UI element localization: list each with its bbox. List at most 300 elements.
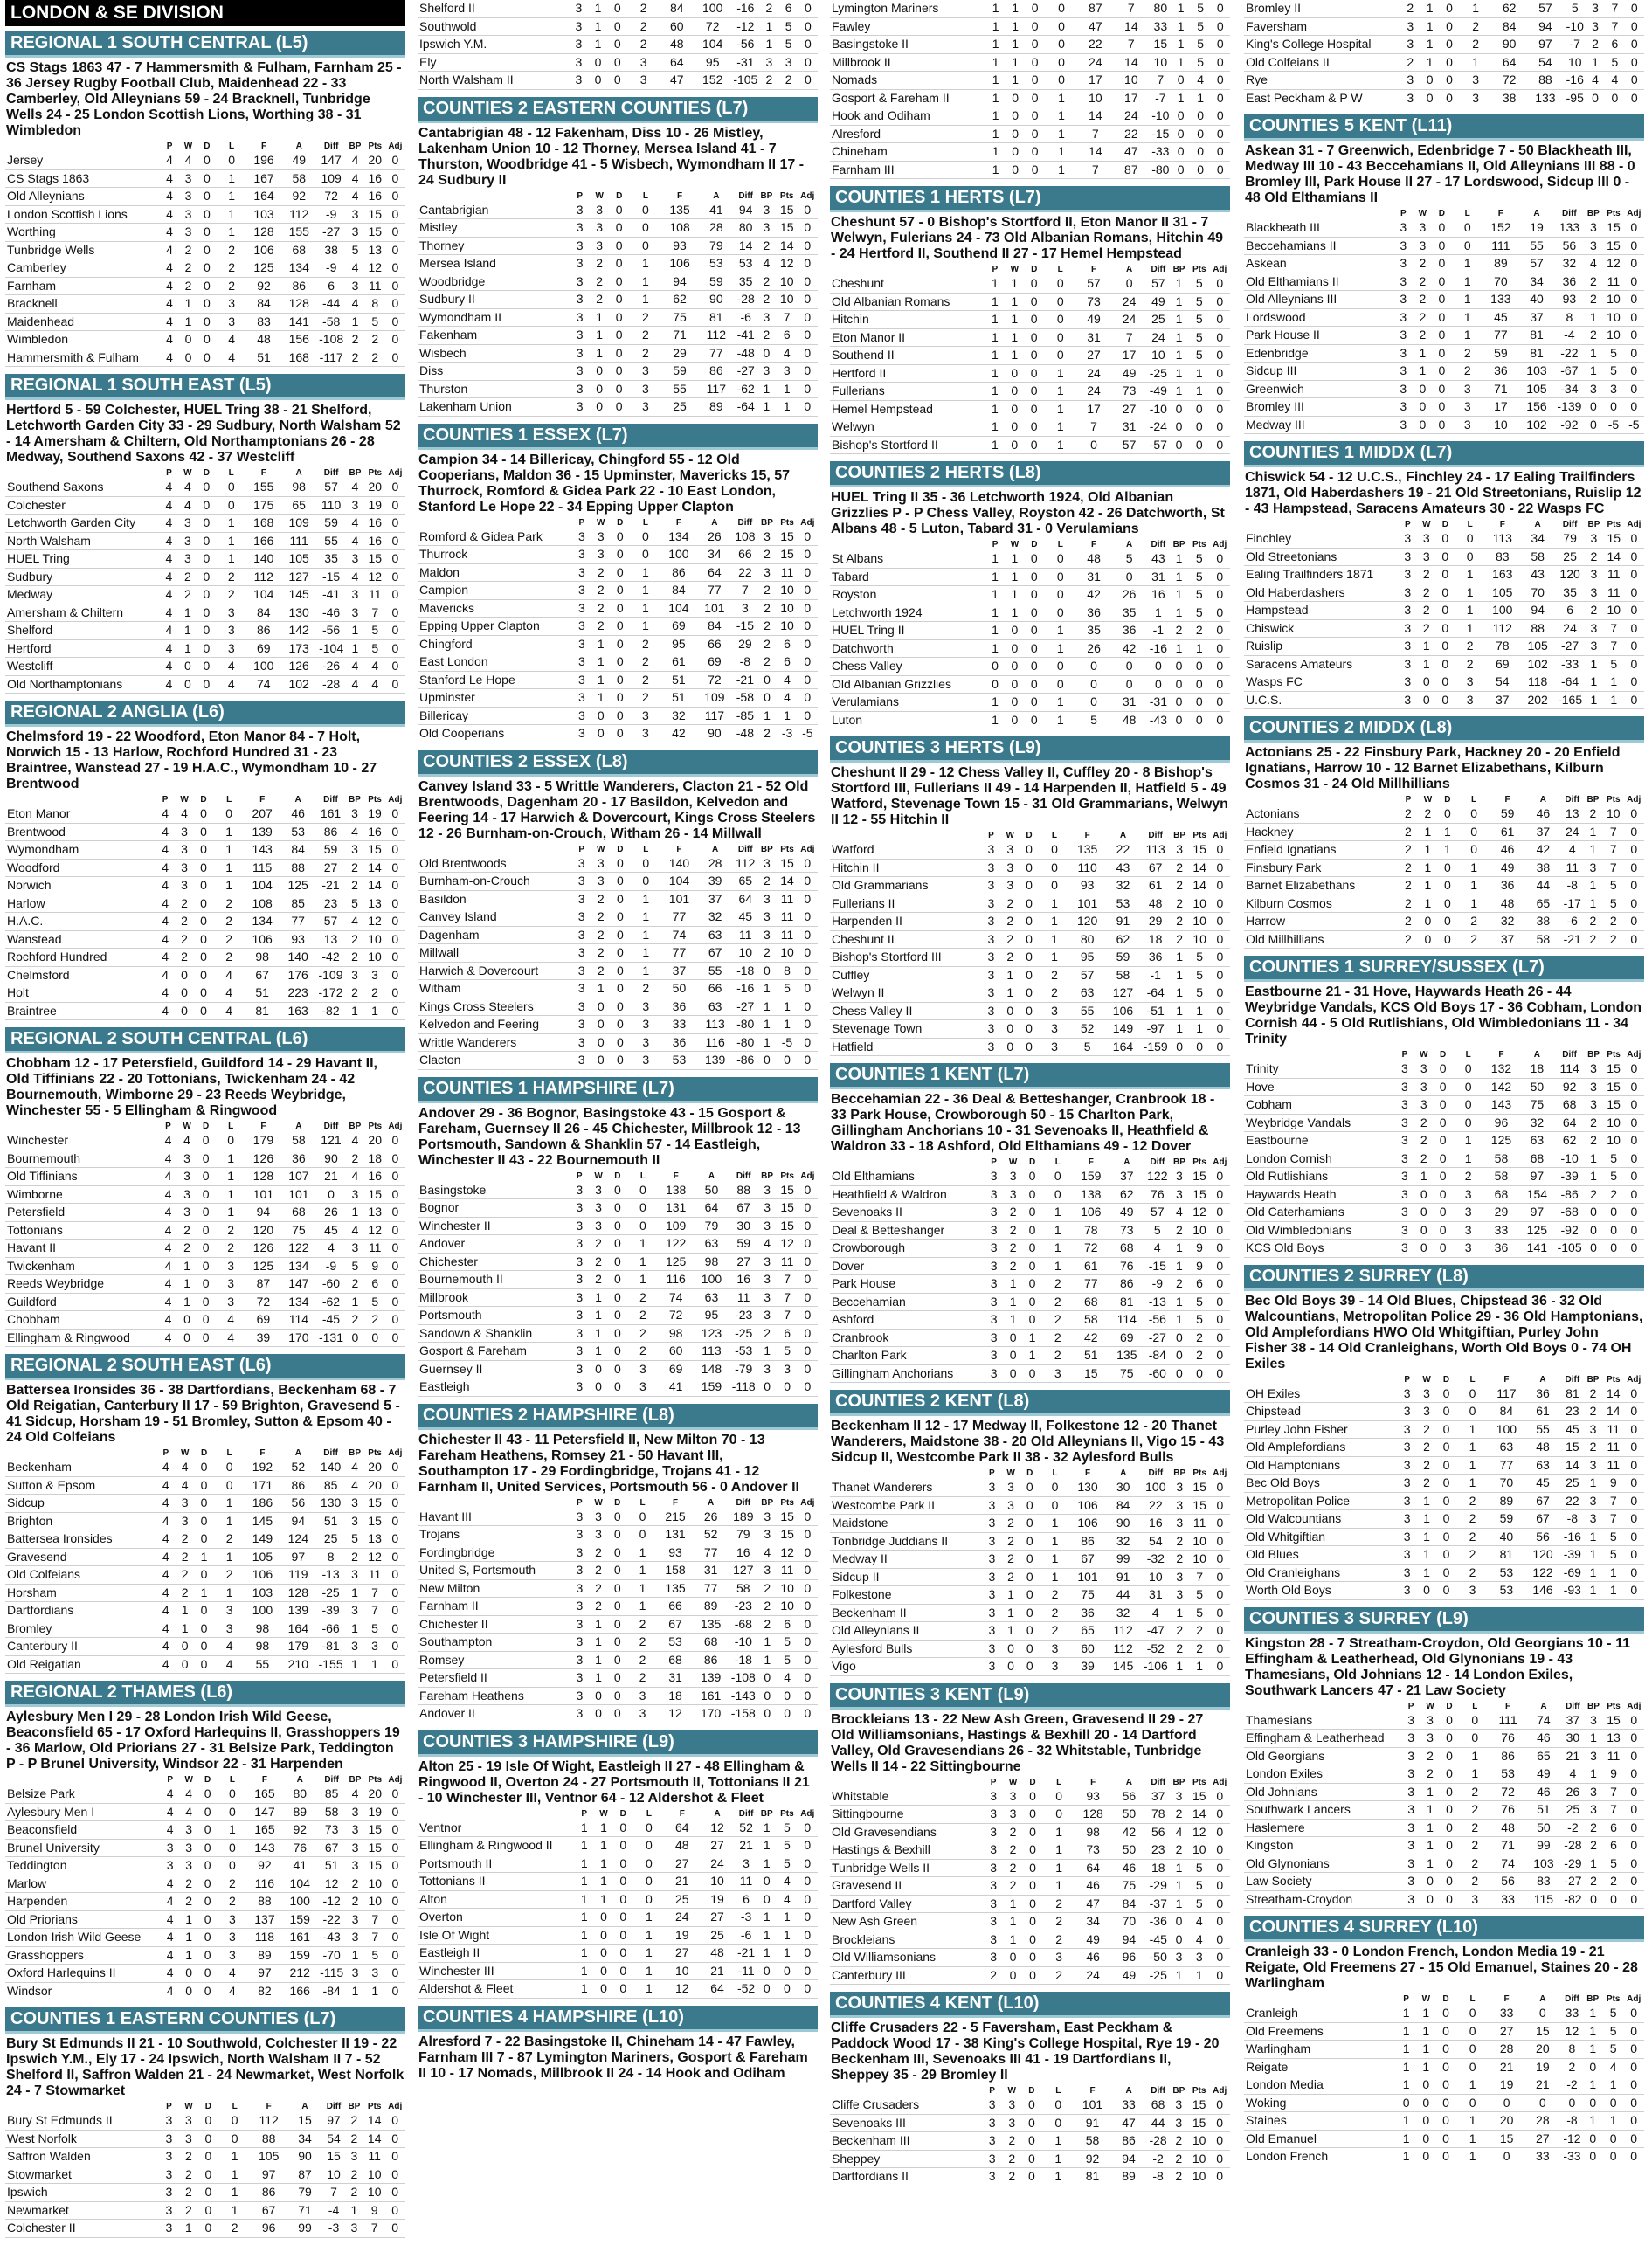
stat-cell: 15 [1603, 237, 1623, 255]
stat-cell: -25 [1148, 1966, 1169, 1985]
stat-cell: 0 [1006, 143, 1026, 162]
stat-cell: 4 [345, 188, 365, 206]
stat-cell: 3 [569, 53, 588, 72]
stat-cell: 0 [197, 532, 216, 550]
stat-cell: 3 [345, 1566, 365, 1585]
table-row [830, 1806, 1230, 1824]
stat-cell: 4 [160, 675, 178, 694]
stat-cell: 0 [591, 1052, 611, 1070]
team-name: Ipswich [5, 2184, 159, 2202]
stat-cell: 5 [777, 980, 797, 998]
stat-cell: -25 [1148, 364, 1169, 383]
table-row [5, 658, 405, 676]
league-header: COUNTIES 2 HERTS (L8) [830, 461, 1230, 487]
stat-cell: 1 [1039, 930, 1070, 949]
stat-cell: 1 [1169, 1877, 1189, 1896]
stat-cell: 3 [570, 1651, 590, 1669]
stat-cell: -43 [1148, 711, 1169, 729]
stat-cell: 2 [364, 984, 384, 1003]
header-cell: D [619, 1808, 626, 1819]
stat-cell: 0 [1210, 1168, 1230, 1185]
stat-cell: 49 [1525, 1765, 1563, 1784]
stat-cell: 125 [280, 877, 317, 895]
table-row [830, 1257, 1230, 1275]
table-row [5, 241, 405, 259]
stat-cell: 15 [287, 2112, 324, 2130]
stat-cell: 0 [1209, 1949, 1230, 1967]
stat-cell: 2 [1583, 291, 1603, 309]
stat-cell: 2 [629, 344, 662, 363]
stat-cell: 90 [697, 291, 735, 309]
table-row [5, 1240, 405, 1258]
stat-cell: 3 [1395, 1096, 1414, 1115]
stat-cell: 57 [317, 479, 345, 496]
stat-cell: 0 [1020, 913, 1039, 931]
table-row [830, 383, 1230, 401]
stat-cell: 1 [629, 291, 662, 309]
stat-cell: 2 [1399, 895, 1418, 913]
stat-cell: 10 [1603, 308, 1623, 327]
header-cell: L [1055, 2086, 1061, 2096]
stat-cell: 5 [777, 1855, 797, 1873]
stat-cell: 1 [1584, 1730, 1604, 1748]
team-name: Wymondham [5, 841, 156, 860]
stat-cell: 1 [216, 550, 246, 569]
team-name: Alresford [830, 125, 985, 143]
stat-cell: 0 [385, 1311, 405, 1330]
stat-cell: 1 [1584, 655, 1604, 674]
stat-cell: -25 [730, 1324, 757, 1343]
stat-cell: 0 [797, 237, 818, 255]
stat-cell: 0 [1189, 400, 1209, 418]
stat-cell: 0 [1434, 1132, 1453, 1150]
stat-cell: 104 [246, 586, 280, 604]
table-row [1244, 1783, 1644, 1801]
league-header: REGIONAL 1 SOUTH CENTRAL (L5) [5, 31, 405, 58]
league-results: Cliffe Crusaders 22 - 5 Faversham, East Peckham & Paddock Wood 17 - 38 King's College Hospital, Rye 19 - 20 Beckenham III, Sevenoaks III 41 - 19 Dartfordians II, Sheppey 35 - 29 Bromley II [831, 2020, 1220, 2083]
table-row [5, 1857, 405, 1875]
stat-cell: 16 [1148, 586, 1169, 604]
stat-cell: 3 [345, 1495, 365, 1513]
stat-cell: 2 [630, 635, 662, 653]
team-name: Letchworth 1924 [830, 604, 985, 622]
stat-cell: 46 [1490, 841, 1524, 860]
stat-cell: -15 [317, 568, 345, 586]
stat-cell: 0 [798, 962, 818, 980]
header-cell: BP [349, 468, 362, 478]
stat-cell: 7 [364, 1602, 384, 1620]
stat-cell: 56 [1110, 1788, 1147, 1806]
header-cell: D [1031, 540, 1038, 549]
stat-cell: 11 [777, 890, 797, 908]
stat-cell: 3 [344, 2148, 364, 2166]
header-cell: W [1420, 1050, 1428, 1060]
stat-cell: 3 [1583, 219, 1603, 237]
stat-cell: 0 [1025, 568, 1044, 586]
stat-cell: -1 [1148, 622, 1169, 640]
stat-cell: 2 [1170, 1275, 1190, 1294]
stat-cell: 48 [1490, 895, 1524, 913]
stat-cell: 0 [1210, 125, 1230, 143]
stat-cell: 49 [1490, 859, 1524, 877]
stat-cell: 1 [757, 380, 777, 398]
stat-cell: 6 [1556, 602, 1584, 620]
stat-cell: 6 [736, 1890, 757, 1909]
stat-cell: 21 [666, 1873, 700, 1891]
stat-cell: 1 [1044, 694, 1077, 712]
stat-cell: 0 [1459, 1712, 1491, 1730]
team-name: Windsor [5, 1982, 161, 2000]
header-cell: Adj [1213, 540, 1227, 549]
stat-cell: 3 [1584, 1096, 1604, 1115]
stat-cell: 0 [798, 671, 818, 689]
team-name: Chess Valley II [830, 1002, 982, 1020]
table-row [1244, 1185, 1644, 1204]
stat-cell: 0 [1583, 2094, 1603, 2112]
stat-cell: 0 [613, 1926, 632, 1945]
stat-cell: 1 [179, 2220, 199, 2238]
stat-cell: 0 [1171, 161, 1191, 179]
stat-cell: 0 [198, 2112, 218, 2130]
table-row [830, 1949, 1230, 1967]
stat-cell: 0 [609, 363, 628, 381]
stat-cell: 186 [245, 1495, 280, 1513]
team-name: Askean [1244, 255, 1393, 273]
stat-cell: 0 [798, 53, 818, 72]
league-header: COUNTIES 3 KENT (L9) [830, 1683, 1230, 1710]
stat-cell: 62 [1492, 0, 1526, 17]
header-cell: Diff [738, 1808, 754, 1819]
table-row [830, 2096, 1230, 2114]
stat-cell: 3 [1398, 1492, 1417, 1510]
header-cell: D [1442, 1994, 1449, 2004]
stat-cell: 3 [570, 1634, 590, 1652]
stat-cell: -3 [736, 1909, 757, 1927]
stat-cell: 3 [1584, 1801, 1604, 1820]
header-cell: L [1472, 1701, 1478, 1711]
team-name: Hertford [5, 639, 160, 658]
stat-cell: 0 [797, 398, 818, 417]
stat-cell: 0 [611, 962, 630, 980]
header-cell: Pts [368, 1448, 382, 1458]
stat-cell: 1 [1583, 1475, 1603, 1493]
stat-cell: 3 [364, 1638, 384, 1656]
stat-cell: 90 [1105, 1515, 1142, 1533]
stat-cell: 0 [198, 1803, 217, 1821]
table-row [5, 331, 405, 349]
table-header-row [830, 831, 1230, 841]
stat-cell: 15 [1189, 2114, 1209, 2132]
stat-cell: 0 [194, 823, 213, 841]
stat-cell: 3 [1420, 1730, 1440, 1748]
stat-cell: 0 [1170, 1364, 1190, 1383]
stat-cell: 0 [1210, 143, 1230, 162]
header-cell: Adj [388, 795, 403, 805]
stat-cell: 0 [1440, 17, 1459, 36]
stat-cell: 0 [1623, 1403, 1644, 1421]
stat-cell: 1 [985, 400, 1005, 418]
table-row [830, 1020, 1230, 1039]
stat-cell: 2 [1456, 1546, 1490, 1565]
stat-cell: -47 [1142, 1622, 1170, 1641]
team-name: Haywards Heath [1244, 1185, 1395, 1204]
stat-cell: 4 [160, 658, 178, 676]
stat-cell: 10 [734, 944, 757, 963]
stat-cell: 21 [736, 1837, 757, 1855]
stat-cell: 0 [1209, 347, 1230, 365]
team-name: Basingstoke [418, 1182, 570, 1199]
stat-cell: 24 [1077, 364, 1111, 383]
table-row [1244, 1168, 1644, 1186]
table-row [418, 1562, 818, 1580]
team-name: Park House II [1244, 327, 1393, 345]
stat-cell: 3 [589, 1199, 608, 1218]
stat-cell: 16 [1142, 1515, 1170, 1533]
stat-cell: 0 [1190, 1038, 1210, 1056]
stat-cell: 2 [590, 291, 610, 309]
stat-cell: 2 [1004, 1257, 1023, 1275]
stat-cell: 24 [1112, 107, 1150, 126]
stat-cell: 1 [177, 1275, 197, 1294]
stat-cell: 9 [1189, 1240, 1209, 1258]
stat-cell: 3 [982, 1038, 1001, 1056]
header-cell: Adj [1627, 1994, 1642, 2004]
table-row [830, 1185, 1230, 1204]
stat-cell: 75 [1071, 1586, 1105, 1605]
stat-cell: 16 [364, 823, 384, 841]
stat-cell: 0 [385, 1221, 405, 1240]
stat-cell: 0 [1189, 711, 1209, 729]
stat-cell: 0 [630, 528, 662, 546]
stat-cell: 3 [1393, 273, 1413, 291]
stat-cell: 110 [317, 496, 345, 515]
stat-cell: 0 [195, 1638, 214, 1656]
stat-cell: 39 [246, 1329, 280, 1347]
stat-cell: 0 [1110, 675, 1147, 694]
stat-cell: 80 [736, 219, 757, 238]
stat-cell: 1 [627, 1562, 659, 1580]
stat-cell: 0 [1603, 2148, 1623, 2166]
stat-cell: 3 [1459, 72, 1492, 90]
stat-cell: 0 [1023, 1966, 1042, 1985]
stat-cell: 0 [1210, 1496, 1230, 1515]
stat-cell: 5 [365, 639, 385, 658]
table-row [418, 1235, 818, 1254]
stat-cell: 2 [1169, 2168, 1189, 2186]
stat-cell: 0 [385, 1329, 405, 1347]
league-table [1244, 209, 1644, 434]
stat-cell: 88 [730, 1182, 757, 1199]
team-name: Hackney [1244, 823, 1399, 841]
stat-cell: 0 [627, 1217, 659, 1235]
stat-cell: 0 [757, 1705, 778, 1723]
stat-cell: 1 [575, 1909, 594, 1927]
stat-cell: 0 [1006, 107, 1026, 126]
stat-cell: 29 [662, 344, 697, 363]
stat-cell: 1 [215, 1150, 246, 1168]
team-name: Fakenham [418, 327, 570, 345]
stat-cell: 43 [1148, 550, 1169, 568]
stat-cell: 128 [246, 1168, 280, 1186]
header-cell: Pts [780, 517, 794, 528]
stat-cell: 2 [345, 1275, 365, 1294]
stat-cell: -27 [317, 224, 345, 242]
table-row [418, 1945, 818, 1963]
stat-cell: 5 [1191, 17, 1211, 36]
stat-cell: 3 [1169, 2096, 1189, 2114]
stat-cell: 1 [985, 0, 1006, 17]
stat-cell: 1 [1169, 1966, 1189, 1985]
stat-cell: 2 [589, 1579, 608, 1598]
stat-cell: 12 [777, 255, 797, 273]
stat-cell: 1 [1420, 1855, 1440, 1873]
stat-cell: 0 [1209, 1877, 1230, 1896]
stat-cell: 3 [179, 2130, 199, 2148]
stat-cell: 0 [1025, 418, 1044, 437]
stat-cell: 10 [1190, 913, 1210, 931]
stat-cell: 130 [280, 604, 317, 622]
stat-cell: 3 [572, 1016, 591, 1034]
stat-cell: -117 [317, 349, 345, 367]
header-cell: Pts [780, 1497, 794, 1508]
stat-cell: 1 [575, 1837, 594, 1855]
stat-cell: 0 [385, 1459, 405, 1476]
stat-cell: 97 [252, 2166, 287, 2184]
stat-cell: 3 [630, 1033, 662, 1052]
stat-cell: 20 [364, 1459, 384, 1476]
stat-cell: -58 [317, 313, 345, 331]
stat-cell: 0 [197, 224, 216, 242]
stat-cell: 0 [1623, 1439, 1644, 1457]
stat-cell: 13 [316, 930, 344, 949]
stat-cell: 0 [608, 1343, 627, 1361]
stat-cell: 4 [1145, 1240, 1169, 1258]
header-cell: Adj [1627, 795, 1642, 805]
table-row [830, 930, 1230, 949]
stat-cell: 1 [777, 707, 797, 725]
stat-cell: 0 [1416, 2130, 1436, 2148]
stat-cell: 0 [1434, 1078, 1453, 1096]
stat-cell: 3 [345, 604, 365, 622]
stat-cell: 1 [1170, 1257, 1190, 1275]
stat-cell: 90 [317, 1150, 345, 1168]
header-cell: A [295, 468, 302, 478]
league-results: CS Stags 1863 47 - 7 Hammersmith & Fulham, Farnham 25 - 36 Jersey Rugby Football Club, Maidenhead 22 - 33 Camberley, Old Alleynians 59 - 24 Bracknell, Tunbridge Wells 24 - 25 London Scottish Lions, Worthing 38 - 31 Wimbledon [6, 60, 402, 138]
team-name: Sheppey [830, 2150, 982, 2168]
stat-cell: 1 [985, 275, 1005, 293]
stat-cell: 15 [1603, 1712, 1623, 1730]
stat-cell: 1 [985, 17, 1006, 36]
stat-cell: 34 [1519, 530, 1556, 548]
stat-cell: 84 [280, 841, 317, 860]
stat-cell: 1 [1171, 89, 1191, 107]
stat-cell: 2 [627, 1615, 659, 1634]
stat-cell: 3 [216, 604, 246, 622]
stat-cell: -9 [317, 205, 345, 224]
stat-cell: 12 [365, 1221, 385, 1240]
stat-cell: 0 [1209, 622, 1230, 640]
stat-cell: 139 [693, 1669, 729, 1688]
stat-cell: 155 [246, 479, 280, 496]
table-row [418, 618, 818, 636]
stat-cell: 0 [1436, 1492, 1455, 1510]
stat-cell: 1 [1006, 72, 1026, 90]
stat-cell: 55 [245, 1655, 280, 1674]
stat-cell: 3 [1583, 1456, 1603, 1475]
stat-cell: 2 [179, 2201, 199, 2220]
stat-cell: 30 [1562, 1730, 1583, 1748]
stat-cell: 10 [1148, 347, 1169, 365]
stat-cell: 4 [156, 1602, 176, 1620]
stat-cell: 0 [757, 1378, 778, 1397]
stat-cell: 7 [1603, 1510, 1623, 1529]
stat-cell: 0 [197, 1257, 215, 1275]
table-row [418, 1980, 818, 1999]
stat-cell: 0 [611, 980, 630, 998]
stat-cell: 0 [1044, 550, 1077, 568]
stat-cell: 3 [572, 873, 591, 891]
stat-cell: 4 [213, 1002, 245, 1020]
stat-cell: 0 [385, 479, 405, 496]
stat-cell: 0 [1170, 1347, 1190, 1365]
stat-cell: 3 [345, 1965, 365, 1983]
stat-cell: 3 [570, 380, 589, 398]
stat-cell: 0 [197, 188, 216, 206]
stat-cell: 2 [589, 1235, 608, 1254]
stat-cell: 3 [1393, 363, 1413, 381]
stat-cell: 2 [627, 36, 660, 54]
stat-cell: 0 [608, 53, 627, 72]
stat-cell: 0 [1020, 949, 1039, 967]
stat-cell: -12 [1561, 2130, 1582, 2148]
header-cell: D [1440, 1050, 1447, 1060]
header-cell: Diff [1562, 520, 1578, 529]
team-name: Havant II [5, 1240, 159, 1258]
stat-cell: 0 [194, 949, 213, 967]
stat-cell: 1 [1420, 0, 1439, 17]
stat-cell: 2 [1414, 1150, 1434, 1168]
stat-cell: 122 [659, 1235, 693, 1254]
stat-cell: 0 [1025, 639, 1044, 658]
stat-cell: 21 [1524, 2076, 1561, 2095]
stat-cell: 1 [630, 563, 662, 582]
league-results: Beckenham II 12 - 17 Medway II, Folkestone 12 - 20 Thanet Wanderers, Maidstone 38 - 20 Old Alleynians II, Vigo 15 - 43 Sidcup II, Westcombe Park II 38 - 32 Aylesford Bulls [831, 1419, 1225, 1465]
header-team [418, 1171, 570, 1182]
team-name: Old Walcountians [1244, 1510, 1398, 1529]
team-name: Thanet Wanderers [830, 1479, 983, 1496]
stat-cell: 0 [1416, 2148, 1436, 2166]
table-row [830, 1841, 1230, 1860]
stat-cell: 3 [1399, 602, 1417, 620]
stat-cell: 27 [1110, 400, 1147, 418]
stat-cell: 0 [1624, 308, 1644, 327]
stat-cell: 1 [1583, 841, 1603, 860]
table-row [418, 36, 818, 54]
stat-cell: 27 [1524, 2130, 1561, 2148]
stat-cell: 0 [1624, 255, 1644, 273]
stat-cell: 133 [1526, 89, 1565, 107]
table-row [5, 205, 405, 224]
stat-cell: 3 [1170, 1586, 1190, 1605]
stat-cell: 106 [1071, 1515, 1105, 1533]
stat-cell: 3 [217, 1929, 247, 1947]
stat-cell: 4 [217, 1982, 247, 2000]
stat-cell: 5 [365, 1293, 385, 1311]
table-row [830, 913, 1230, 931]
team-name: Winchester [5, 1132, 159, 1150]
league-table [830, 265, 1230, 454]
stat-cell: 47 [1075, 1895, 1110, 1913]
